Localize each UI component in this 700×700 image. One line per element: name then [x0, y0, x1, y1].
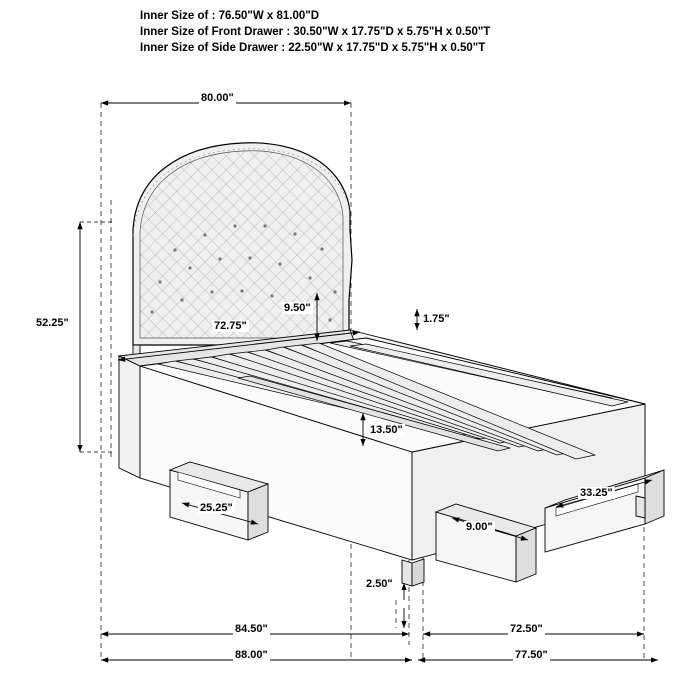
dim-floor-clearance: 2.50"	[366, 578, 393, 590]
dim-headboard-height: 52.25"	[36, 317, 69, 329]
dim-deck-height: 13.50"	[370, 424, 403, 436]
dim-slat-deck-width: 72.75"	[214, 320, 247, 332]
header-line-1: Inner Size of : 76.50"W x 81.00"D	[140, 10, 319, 22]
dim-left-drawer-width: 25.25"	[200, 502, 233, 514]
header-line-3: Inner Size of Side Drawer : 22.50"W x 17.75"D x 5.75"H x 0.50"T	[140, 42, 486, 54]
dim-bottom-left-inner: 84.50"	[235, 623, 268, 635]
dim-bottom-right-outer: 77.50"	[515, 649, 548, 661]
dim-overall-width-top: 80.00"	[201, 92, 234, 104]
dim-slat-thickness: 1.75"	[423, 313, 450, 325]
dim-bottom-right-inner: 72.50"	[510, 623, 543, 635]
dim-right-drawer-width: 33.25"	[580, 487, 613, 499]
dim-bottom-left-outer: 88.00"	[235, 649, 268, 661]
dim-headboard-to-deck: 9.50"	[284, 302, 311, 314]
dim-center-drawer-depth: 9.00"	[466, 521, 493, 533]
header-line-2: Inner Size of Front Drawer : 30.50"W x 17.75"D x 5.75"H x 0.50"T	[140, 26, 491, 38]
